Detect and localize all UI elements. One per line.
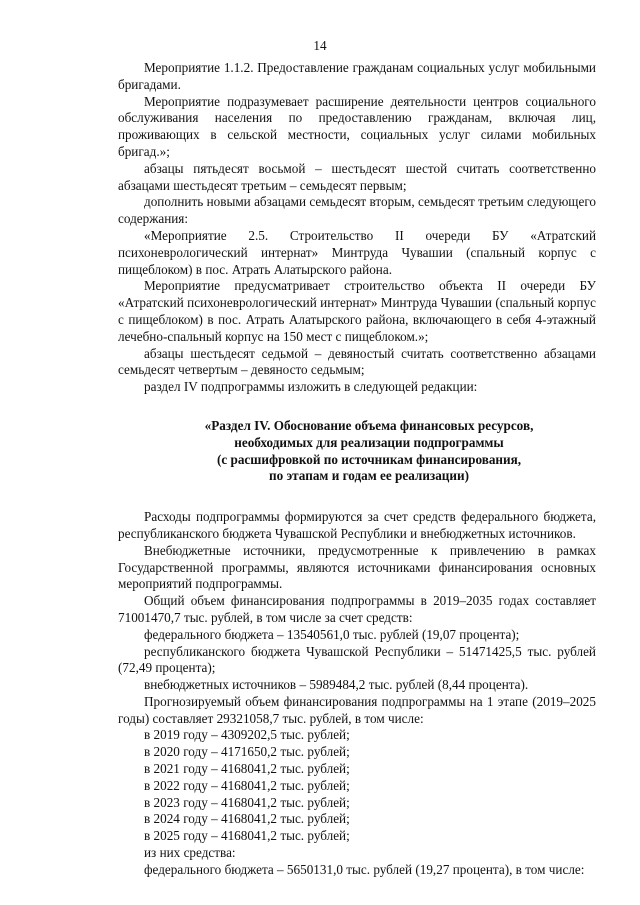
paragraph: раздел IV подпрограммы изложить в следующей редакции: (144, 379, 478, 395)
paragraph: «Мероприятие 2.5. Строительство II очереди БУ «Атратский психоневрологический интернат» Минтруда Чувашии (спальный корпус с пищеблоком) в пос. Атрать Алатырского района. (118, 227, 596, 277)
paragraph: Мероприятие предусматривает строительство объекта II очереди БУ «Атратский психоневрологический интернат» Минтруда Чувашии (спальный корпус с пищеблоком) в пос. Атрать Алатырского района, включающего в себя 4-этажный лечебно-спальный корпус на 150 мест с пищеблоком.»; (118, 278, 596, 344)
paragraph: в 2024 году – 4168041,2 тыс. рублей; (144, 811, 350, 827)
paragraph: в 2023 году – 4168041,2 тыс. рублей; (144, 794, 350, 810)
section-heading (118, 418, 596, 485)
paragraph: абзацы шестьдесят седьмой – девяностый считать соответственно абзацами семьдесят четвертым – девяносто седьмым; (118, 345, 596, 378)
paragraph: Внебюджетные источники, предусмотренные к привлечению в рамках Государственной программы, являются источниками финансирования основных мероприятий подпрограммы. (118, 542, 596, 592)
page-number: 14 (313, 38, 327, 53)
paragraph: Мероприятие 1.1.2. Предоставление гражданам социальных услуг мобильными бригадами. (118, 60, 596, 92)
paragraph: в 2021 году – 4168041,2 тыс. рублей; (144, 761, 350, 777)
paragraph: Расходы подпрограммы формируются за счет средств федерального бюджета, республиканского бюджета Чувашской Республики и внебюджетных источников. (118, 509, 596, 541)
heading-line: по этапам и годам ее реализации) (268, 468, 469, 484)
heading-line: «Раздел IV. Обоснование объема финансовых ресурсов, (204, 417, 534, 433)
paragraph: из них средства: (144, 845, 236, 861)
paragraph: федерального бюджета – 13540561,0 тыс. рублей (19,07 процента); (144, 626, 520, 642)
paragraph: дополнить новыми абзацами семьдесят вторым, семьдесят третьим следующего содержания: (118, 194, 596, 227)
paragraph: абзацы пятьдесят восьмой – шестьдесят шестой считать соответственно абзацами шестьдесят третьим – семьдесят первым; (118, 160, 596, 193)
heading-line: (с расшифровкой по источникам финансирования, (216, 451, 522, 467)
heading-line: необходимых для реализации подпрограммы (234, 434, 504, 450)
paragraph: Мероприятие подразумевает расширение деятельности центров социального обслуживания населения по предоставлению гражданам, включая лиц, проживающих в сельской местности, социальных услуг силами мобильных бригад.»; (118, 93, 596, 159)
paragraph: Общий объем финансирования подпрограммы в 2019–2035 годах составляет 71001470,7 тыс. рублей, в том числе за счет средств: (118, 593, 596, 625)
paragraph: внебюджетных источников – 5989484,2 тыс. рублей (8,44 процента). (144, 677, 529, 693)
paragraph: в 2022 году – 4168041,2 тыс. рублей; (144, 777, 350, 793)
paragraph: в 2025 году – 4168041,2 тыс. рублей; (144, 828, 350, 844)
paragraph: республиканского бюджета Чувашской Республики – 51471425,5 тыс. рублей (72,49 процента); (118, 643, 596, 676)
paragraph: в 2020 году – 4171650,2 тыс. рублей; (144, 744, 350, 760)
paragraph: в 2019 году – 4309202,5 тыс. рублей; (144, 727, 350, 743)
paragraph: Прогнозируемый объем финансирования подпрограммы на 1 этапе (2019–2025 годы) составляет 29321058,7 тыс. рублей, в том числе: (118, 693, 596, 726)
paragraph: федерального бюджета – 5650131,0 тыс. рублей (19,27 процента), в том числе: (144, 861, 585, 877)
document-body (118, 60, 596, 879)
